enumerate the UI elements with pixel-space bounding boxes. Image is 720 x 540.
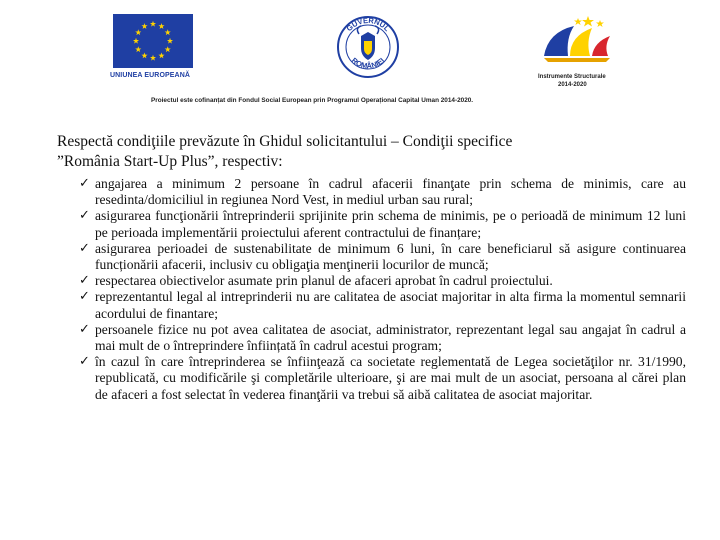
list-item xyxy=(79,354,686,403)
eu-star-icon xyxy=(165,46,171,52)
government-text-top: GUVERNUL xyxy=(344,15,392,34)
check-mark-icon: ✓ xyxy=(79,208,90,224)
section-heading xyxy=(57,132,687,172)
list-item-text: în cazul în care întreprinderea se înfiinţează ca societate reglementată de Legea societăţilor nr. 31/1990, republicată, cu modificările şi completările ulterioare, şi are mai mult de un asociat, persoana al cărei plan de afaceri a fost selectat în vederea finanţării va trebui să aibă calitatea de asociat majoritar. xyxy=(95,354,686,402)
government-seal-icon xyxy=(335,14,401,80)
eu-caption: UNIUNEA EUROPEANĂ xyxy=(110,72,191,79)
list-item xyxy=(79,322,686,354)
check-mark-icon: ✓ xyxy=(79,289,90,305)
instrumente-period: 2014-2020 xyxy=(558,82,587,88)
heading-line-2: ”România Start-Up Plus”, respectiv: xyxy=(57,153,283,170)
list-item-text: reprezentantul legal al intreprinderii nu are calitatea de asociat majoritar in alta firma la momentul semnarii acordului de finantare; xyxy=(95,289,686,321)
svg-text:GUVERNUL xyxy=(345,16,392,33)
eu-flag-icon xyxy=(113,14,193,68)
instrumente-structurale-logo xyxy=(530,12,626,92)
instrumente-caption: Instrumente Structurale xyxy=(538,74,606,80)
eu-logo xyxy=(110,14,200,86)
list-item xyxy=(79,241,686,273)
eu-star-icon xyxy=(133,38,139,44)
check-mark-icon: ✓ xyxy=(79,321,90,337)
eu-star-icon xyxy=(135,29,141,35)
check-mark-icon: ✓ xyxy=(79,273,90,289)
list-item-text: persoanele fizice nu pot avea calitatea de asociat, administrator, reprezentant legal sau angajat în cadrul a mai mult de o întreprindere înființată în cadrul acestui program; xyxy=(95,321,686,354)
government-text-bottom: ROMÂNIEI xyxy=(349,55,387,71)
list-item-text: asigurarea funcţionării întreprinderii sprijinite prin schema de minimis, pe o perioadă de minimum 12 luni pe perioada implementării proiectului aferent contractului de finanțare; xyxy=(95,208,686,240)
instrumente-structurale-emblem-icon xyxy=(530,12,626,74)
eu-star-icon xyxy=(150,21,156,27)
check-mark-icon: ✓ xyxy=(79,240,90,256)
list-item-text: asigurarea perioadei de sustenabilitate de minimum 6 luni, în care beneficiarul să asigure continuarea funcționării afacerii, inclusiv cu obligaţia menţinerii locurilor de muncă; xyxy=(95,240,686,273)
list-item xyxy=(79,208,686,240)
eu-star-icon xyxy=(150,55,156,61)
government-logo xyxy=(335,14,401,80)
eu-star-icon xyxy=(158,53,164,59)
eu-stars-icon xyxy=(113,14,193,68)
list-item xyxy=(79,289,686,321)
eu-star-icon xyxy=(158,23,164,29)
eu-star-icon xyxy=(165,29,171,35)
heading-line-1: Respectă condiţiile prevăzute în Ghidul solicitantului – Condiţii specifice xyxy=(57,133,513,150)
conditions-list xyxy=(79,176,686,403)
list-item-text: angajarea a minimum 2 persoane în cadrul afacerii finanţate prin schema de minimis, care au resedinta/domiciliul in regiunea Nord Vest, in mediul urban sau rural; xyxy=(95,176,686,208)
logo-band xyxy=(0,0,720,112)
list-item-text: respectarea obiectivelor asumate prin planul de afaceri aprobat în cadrul proiectului. xyxy=(95,273,553,289)
list-item xyxy=(79,176,686,208)
list-item xyxy=(79,273,686,289)
eu-star-icon xyxy=(141,53,147,59)
eu-star-icon xyxy=(167,38,173,44)
eu-star-icon xyxy=(141,23,147,29)
eu-star-icon xyxy=(135,46,141,52)
cofinance-notice: Proiectul este cofinanțat din Fondul Social European prin Programul Operațional Capital Uman 2014-2020. xyxy=(151,97,474,104)
check-mark-icon: ✓ xyxy=(79,176,90,191)
check-mark-icon: ✓ xyxy=(79,354,90,370)
